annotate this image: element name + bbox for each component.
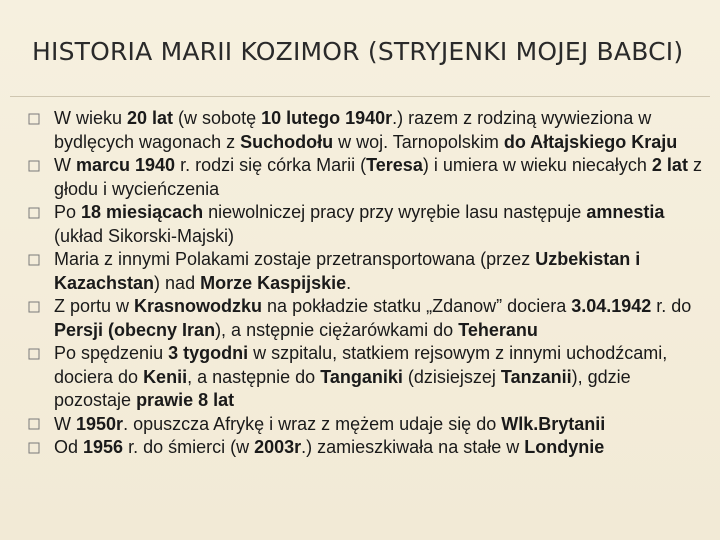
square-bullet-icon bbox=[28, 413, 54, 436]
bullet-text-run: W wieku bbox=[54, 108, 128, 128]
bullet-text-bold: Tanzanii bbox=[500, 366, 572, 387]
bullet-text-bold: Krasnowodzku bbox=[134, 296, 263, 316]
bullet-text-run: ), a nstępnie ciężarówkami do bbox=[215, 319, 459, 340]
bullet-text bbox=[54, 413, 708, 437]
bullet-text-bold: 20 lat bbox=[127, 108, 174, 128]
bullet-text-bold: 3.04.1942 bbox=[571, 296, 652, 316]
bullet-text-run: (układ Sikorski-Majski) bbox=[54, 225, 235, 246]
bullet-text bbox=[54, 342, 708, 413]
square-bullet-icon bbox=[28, 107, 54, 130]
bullet-text-run: Po spędzeniu bbox=[54, 343, 169, 363]
bullet-text bbox=[54, 295, 708, 342]
title-divider bbox=[10, 96, 710, 97]
bullet-text-bold: Wlk.Brytanii bbox=[501, 413, 606, 434]
bullet-text-bold: Londynie bbox=[524, 437, 605, 457]
bullet-text-bold: Suchodołu bbox=[240, 131, 334, 152]
bullet-text bbox=[54, 248, 708, 295]
bullet-text-bold: Morze Kaspijskie bbox=[200, 272, 347, 293]
bullet-text bbox=[54, 154, 708, 201]
bullet-text-run: r. rodzi się córka Marii ( bbox=[175, 155, 367, 175]
bullet-text-bold: marcu 1940 bbox=[76, 155, 176, 175]
bullet-text bbox=[54, 201, 708, 248]
bullet-text-bold: amnestia bbox=[586, 202, 665, 222]
square-bullet-icon bbox=[28, 342, 54, 365]
bullet-item bbox=[28, 413, 708, 437]
bullet-text-run: w szpitalu, statkiem rejsowym z innymi uchodźcami, dociera do bbox=[54, 343, 668, 387]
bullet-list bbox=[28, 107, 708, 460]
bullet-text-run: Od bbox=[54, 437, 84, 457]
bullet-text-run: niewolniczej pracy przy wyrębie lasu następuje bbox=[203, 202, 587, 222]
bullet-text bbox=[54, 436, 708, 460]
bullet-text-run: ) i umiera w wieku niecałych bbox=[422, 155, 652, 175]
bullet-item bbox=[28, 342, 708, 413]
bullet-text-bold: 10 lutego 1940r bbox=[261, 108, 393, 128]
square-bullet-icon bbox=[28, 248, 54, 271]
bullet-text-run: .) razem z rodziną wywieziona w bydlęcych wagonach z bbox=[54, 108, 652, 152]
bullet-text-bold: Teheranu bbox=[458, 319, 538, 340]
bullet-text-run: z głodu i wycieńczenia bbox=[54, 155, 702, 199]
bullet-text-run: Po bbox=[54, 202, 82, 222]
square-bullet-icon bbox=[28, 154, 54, 177]
bullet-text bbox=[54, 107, 708, 154]
bullet-item bbox=[28, 201, 708, 248]
bullet-item bbox=[28, 154, 708, 201]
bullet-item bbox=[28, 248, 708, 295]
bullet-text-run: Z portu w bbox=[54, 296, 135, 316]
bullet-text-bold: Teresa bbox=[366, 155, 423, 175]
bullet-text-run: ) nad bbox=[154, 272, 201, 293]
bullet-text-bold: 1956 bbox=[83, 437, 124, 457]
bullet-text-bold: Uzbekistan i Kazachstan bbox=[54, 249, 641, 293]
bullet-text-run: ), gdzie pozostaje bbox=[54, 366, 631, 410]
bullet-text-run: , a następnie do bbox=[187, 366, 321, 387]
slide-title: HISTORIA MARII KOZIMOR (STRYJENKI MOJEJ BABCI) bbox=[32, 37, 684, 66]
bullet-text-run: r. do śmierci (w bbox=[123, 437, 255, 457]
bullet-text-bold: 2 lat bbox=[651, 155, 688, 175]
bullet-text-run: r. do bbox=[651, 296, 692, 316]
square-bullet-icon bbox=[28, 295, 54, 318]
bullet-text-run: W bbox=[54, 155, 76, 175]
square-bullet-icon bbox=[28, 201, 54, 224]
bullet-text-bold: prawie 8 lat bbox=[136, 390, 235, 410]
bullet-text-run: w woj. Tarnopolskim bbox=[333, 131, 504, 152]
bullet-text-run: (w sobotę bbox=[173, 108, 262, 128]
bullet-text-run: Maria z innymi Polakami zostaje przetransportowana (przez bbox=[54, 249, 536, 269]
bullet-text-run: .) zamieszkiwała na stałe w bbox=[301, 437, 525, 457]
bullet-text-bold: do Ałtajskiego Kraju bbox=[503, 131, 678, 152]
bullet-text-run: na pokładzie statku „Zdanow” dociera bbox=[262, 296, 572, 316]
bullet-text-run: . opuszcza Afrykę i wraz z mężem udaje się do bbox=[123, 413, 502, 434]
bullet-item bbox=[28, 295, 708, 342]
bullet-text-run: (dzisiejszej bbox=[402, 366, 501, 387]
bullet-text-bold: 3 tygodni bbox=[168, 343, 249, 363]
bullet-text-bold: Persji (obecny Iran bbox=[54, 319, 216, 340]
bullet-text-bold: 1950r bbox=[76, 413, 124, 434]
bullet-item bbox=[28, 436, 708, 460]
bullet-text-bold: Tanganiki bbox=[320, 366, 403, 387]
bullet-text-bold: 18 miesiącach bbox=[81, 202, 204, 222]
bullet-text-run: . bbox=[346, 272, 352, 293]
bullet-text-bold: Kenii bbox=[143, 366, 188, 387]
square-bullet-icon bbox=[28, 436, 54, 459]
bullet-item bbox=[28, 107, 708, 154]
bullet-text-run: W bbox=[54, 413, 76, 434]
bullet-text-bold: 2003r bbox=[254, 437, 302, 457]
